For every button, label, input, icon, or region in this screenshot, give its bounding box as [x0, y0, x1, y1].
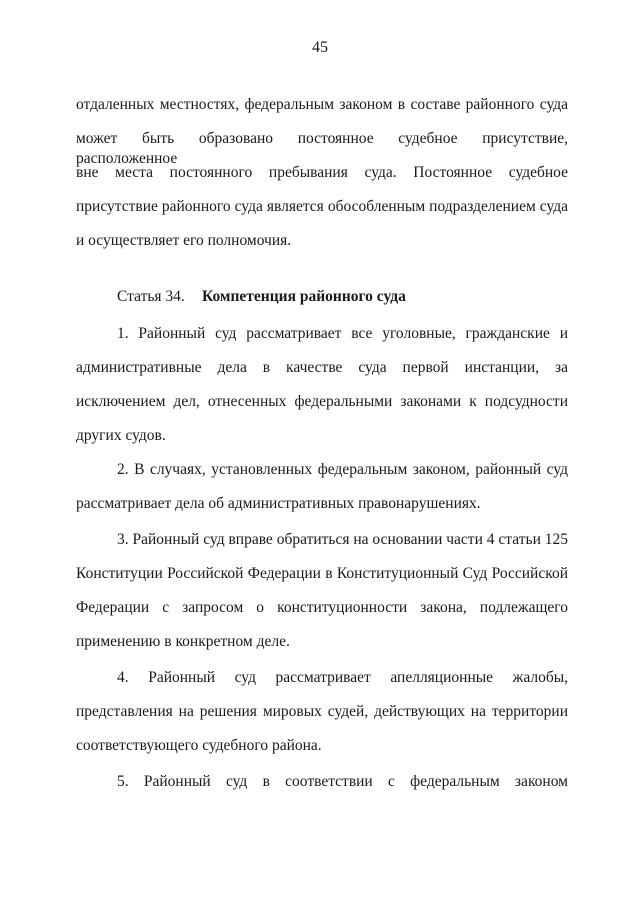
text-line: вне места постоянного пребывания суда. Постоянное судебное: [76, 164, 568, 181]
text-line: рассматривает дела об административных правонарушениях.: [76, 495, 481, 512]
text-line: 4. Районный суд рассматривает апелляционные жалобы,: [117, 669, 568, 686]
text-line: 5. Районный суд в соответствии с федеральным законом: [117, 773, 568, 790]
article-heading: [117, 287, 406, 307]
text-line: и осуществляет его полномочия.: [76, 232, 292, 249]
article-number: Статья 34.: [117, 288, 185, 305]
article-title: Компетенция районного суда: [202, 288, 406, 305]
text-line: 2. В случаях, установленных федеральным законом, районный суд: [117, 461, 568, 478]
text-line: отдаленных местностях, федеральным законом в составе районного суда: [76, 96, 568, 113]
text-line: Федерации с запросом о конституционности закона, подлежащего: [76, 599, 568, 616]
text-line: 1. Районный суд рассматривает все уголовные, гражданские и: [117, 325, 568, 342]
text-line: представления на решения мировых судей, действующих на территории: [76, 703, 568, 720]
text-line: применению в конкретном деле.: [76, 633, 290, 650]
page-number: 45: [312, 39, 328, 56]
text-line: Конституции Российской Федерации в Конституционный Суд Российской: [76, 565, 568, 582]
text-line: 3. Районный суд вправе обратиться на основании части 4 статьи 125: [117, 531, 568, 548]
text-line: исключением дел, отнесенных федеральными законами к подсудности: [76, 393, 568, 410]
text-line: может быть образовано постоянное судебное присутствие, расположенное: [76, 130, 568, 167]
text-line: соответствующего судебного района.: [76, 737, 322, 754]
text-line: присутствие районного суда является обособленным подразделением суда: [76, 198, 568, 215]
text-line: других судов.: [76, 427, 166, 444]
text-line: административные дела в качестве суда первой инстанции, за: [76, 359, 568, 376]
